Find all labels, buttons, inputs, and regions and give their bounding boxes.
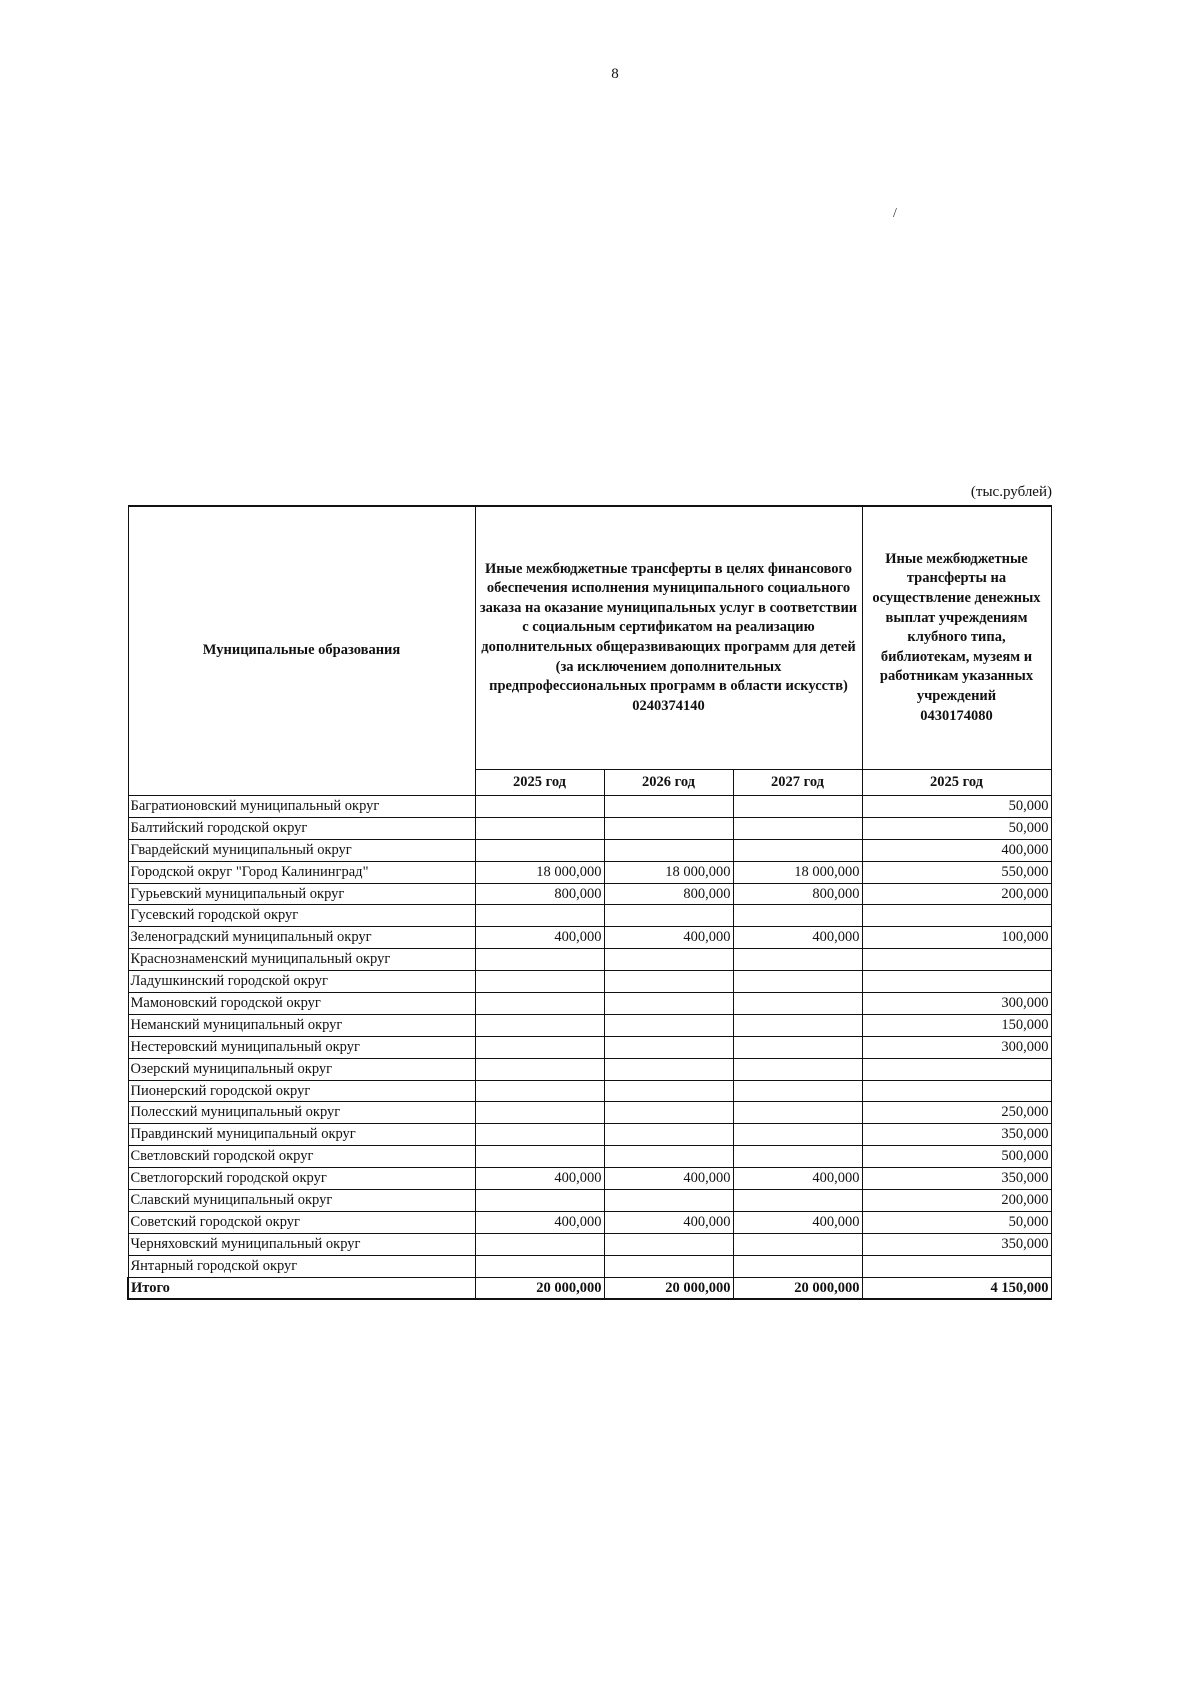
table-row	[128, 1124, 1051, 1146]
table-row	[128, 796, 1051, 818]
table-row	[128, 1233, 1051, 1255]
region-name: Гвардейский муниципальный округ	[128, 839, 475, 861]
total-row	[128, 1277, 1051, 1299]
value-cell	[733, 1190, 862, 1212]
value-cell: 400,000	[475, 1168, 604, 1190]
year-header: 2026 год	[604, 770, 733, 796]
value-cell: 100,000	[862, 927, 1051, 949]
value-cell	[733, 796, 862, 818]
region-name: Пионерский городской округ	[128, 1080, 475, 1102]
value-cell: 50,000	[862, 796, 1051, 818]
value-cell	[862, 1080, 1051, 1102]
value-cell	[604, 1036, 733, 1058]
year-header: 2027 год	[733, 770, 862, 796]
value-cell	[733, 993, 862, 1015]
table-row	[128, 1211, 1051, 1233]
header-region: Муниципальные образования	[128, 506, 475, 796]
value-cell: 300,000	[862, 993, 1051, 1015]
value-cell	[733, 1036, 862, 1058]
table-row	[128, 993, 1051, 1015]
value-cell	[475, 905, 604, 927]
table-row	[128, 971, 1051, 993]
value-cell	[604, 796, 733, 818]
value-cell: 400,000	[475, 1211, 604, 1233]
table-row	[128, 1102, 1051, 1124]
table-row	[128, 839, 1051, 861]
value-cell: 250,000	[862, 1102, 1051, 1124]
year-header: 2025 год	[862, 770, 1051, 796]
region-name: Нестеровский муниципальный округ	[128, 1036, 475, 1058]
total-value: 4 150,000	[862, 1277, 1051, 1299]
value-cell	[733, 1014, 862, 1036]
value-cell: 400,000	[733, 1168, 862, 1190]
value-cell	[475, 993, 604, 1015]
value-cell	[604, 1058, 733, 1080]
header-group2-code: 0430174080	[920, 707, 993, 724]
table-row	[128, 927, 1051, 949]
region-name: Озерский муниципальный округ	[128, 1058, 475, 1080]
region-name: Славский муниципальный округ	[128, 1190, 475, 1212]
total-label: Итого	[128, 1277, 475, 1299]
value-cell: 350,000	[862, 1124, 1051, 1146]
value-cell	[475, 796, 604, 818]
page-number: 8	[611, 66, 619, 82]
value-cell	[475, 1146, 604, 1168]
value-cell	[475, 1255, 604, 1277]
region-name: Городской округ "Город Калининград"	[128, 861, 475, 883]
value-cell: 400,000	[862, 839, 1051, 861]
header-group-social-certificate	[475, 506, 862, 770]
value-cell	[733, 1102, 862, 1124]
table-row	[128, 1080, 1051, 1102]
value-cell: 300,000	[862, 1036, 1051, 1058]
value-cell	[604, 839, 733, 861]
value-cell	[604, 1146, 733, 1168]
table-row	[128, 1014, 1051, 1036]
region-name: Мамоновский городской округ	[128, 993, 475, 1015]
value-cell	[604, 1102, 733, 1124]
value-cell	[862, 1255, 1051, 1277]
value-cell	[604, 1124, 733, 1146]
value-cell	[604, 949, 733, 971]
header-group-club-payments	[862, 506, 1051, 770]
value-cell	[475, 1058, 604, 1080]
value-cell: 350,000	[862, 1233, 1051, 1255]
value-cell	[862, 949, 1051, 971]
value-cell	[733, 1146, 862, 1168]
value-cell: 18 000,000	[733, 861, 862, 883]
value-cell: 550,000	[862, 861, 1051, 883]
header-group1-text: Иные межбюджетные трансферты в целях финансового обеспечения исполнения муниципального социального заказа на оказание муниципальных услуг в соответствии с социальным сертификатом на реализацию дополнительных общеразвивающих программ для детей (за исключением дополнительных предпрофессиональных программ в области искусств)	[479, 560, 858, 695]
table-body	[128, 796, 1051, 1300]
value-cell: 800,000	[604, 883, 733, 905]
region-name: Балтийский городской округ	[128, 817, 475, 839]
value-cell: 400,000	[475, 927, 604, 949]
value-cell	[475, 949, 604, 971]
value-cell: 50,000	[862, 817, 1051, 839]
header-group2-text: Иные межбюджетные трансферты на осуществление денежных выплат учреждениям клубного типа, библиотекам, музеям и работникам указанных учреждений	[872, 550, 1041, 704]
year-header: 2025 год	[475, 770, 604, 796]
value-cell	[604, 905, 733, 927]
value-cell: 350,000	[862, 1168, 1051, 1190]
value-cell	[862, 905, 1051, 927]
value-cell: 400,000	[733, 1211, 862, 1233]
region-name: Светлогорский городской округ	[128, 1168, 475, 1190]
value-cell: 400,000	[733, 927, 862, 949]
region-name: Гусевский городской округ	[128, 905, 475, 927]
value-cell	[475, 1014, 604, 1036]
value-cell	[604, 1014, 733, 1036]
table-row	[128, 1146, 1051, 1168]
value-cell	[733, 817, 862, 839]
table-row	[128, 949, 1051, 971]
table-row	[128, 1058, 1051, 1080]
value-cell	[733, 1124, 862, 1146]
value-cell: 18 000,000	[604, 861, 733, 883]
value-cell	[475, 1080, 604, 1102]
table-row	[128, 817, 1051, 839]
value-cell	[475, 839, 604, 861]
table-row	[128, 883, 1051, 905]
value-cell	[604, 1190, 733, 1212]
value-cell	[733, 905, 862, 927]
value-cell	[475, 1036, 604, 1058]
value-cell	[475, 971, 604, 993]
region-name: Неманский муниципальный округ	[128, 1014, 475, 1036]
region-name: Янтарный городской округ	[128, 1255, 475, 1277]
table-row	[128, 861, 1051, 883]
region-name: Черняховский муниципальный округ	[128, 1233, 475, 1255]
region-name: Правдинский муниципальный округ	[128, 1124, 475, 1146]
units-label: (тыс.рублей)	[970, 484, 1052, 500]
table-row	[128, 1168, 1051, 1190]
value-cell	[475, 817, 604, 839]
value-cell	[733, 1233, 862, 1255]
value-cell	[604, 1233, 733, 1255]
value-cell	[604, 1080, 733, 1102]
region-name: Советский городской округ	[128, 1211, 475, 1233]
table-row	[128, 1036, 1051, 1058]
transfers-table	[127, 505, 1052, 1300]
value-cell	[475, 1124, 604, 1146]
scan-mark: /	[893, 206, 897, 221]
value-cell: 200,000	[862, 883, 1051, 905]
region-name: Светловский городской округ	[128, 1146, 475, 1168]
value-cell: 400,000	[604, 927, 733, 949]
table-row	[128, 905, 1051, 927]
value-cell: 500,000	[862, 1146, 1051, 1168]
region-name: Ладушкинский городской округ	[128, 971, 475, 993]
total-value: 20 000,000	[604, 1277, 733, 1299]
region-name: Краснознаменский муниципальный округ	[128, 949, 475, 971]
header-group1-code: 0240374140	[632, 697, 705, 714]
value-cell	[475, 1233, 604, 1255]
value-cell	[862, 971, 1051, 993]
value-cell	[604, 1255, 733, 1277]
value-cell	[733, 971, 862, 993]
value-cell	[862, 1058, 1051, 1080]
value-cell	[733, 1058, 862, 1080]
value-cell: 18 000,000	[475, 861, 604, 883]
value-cell: 200,000	[862, 1190, 1051, 1212]
value-cell: 150,000	[862, 1014, 1051, 1036]
value-cell: 400,000	[604, 1168, 733, 1190]
table-row	[128, 1190, 1051, 1212]
value-cell	[604, 993, 733, 1015]
total-value: 20 000,000	[475, 1277, 604, 1299]
value-cell	[733, 949, 862, 971]
region-name: Зеленоградский муниципальный округ	[128, 927, 475, 949]
value-cell	[604, 971, 733, 993]
total-value: 20 000,000	[733, 1277, 862, 1299]
value-cell: 400,000	[604, 1211, 733, 1233]
value-cell	[733, 839, 862, 861]
value-cell: 800,000	[475, 883, 604, 905]
region-name: Багратионовский муниципальный округ	[128, 796, 475, 818]
value-cell	[475, 1102, 604, 1124]
region-name: Полесский муниципальный округ	[128, 1102, 475, 1124]
table-row	[128, 1255, 1051, 1277]
value-cell	[475, 1190, 604, 1212]
value-cell	[604, 817, 733, 839]
value-cell	[733, 1255, 862, 1277]
value-cell	[733, 1080, 862, 1102]
region-name: Гурьевский муниципальный округ	[128, 883, 475, 905]
value-cell: 50,000	[862, 1211, 1051, 1233]
value-cell: 800,000	[733, 883, 862, 905]
